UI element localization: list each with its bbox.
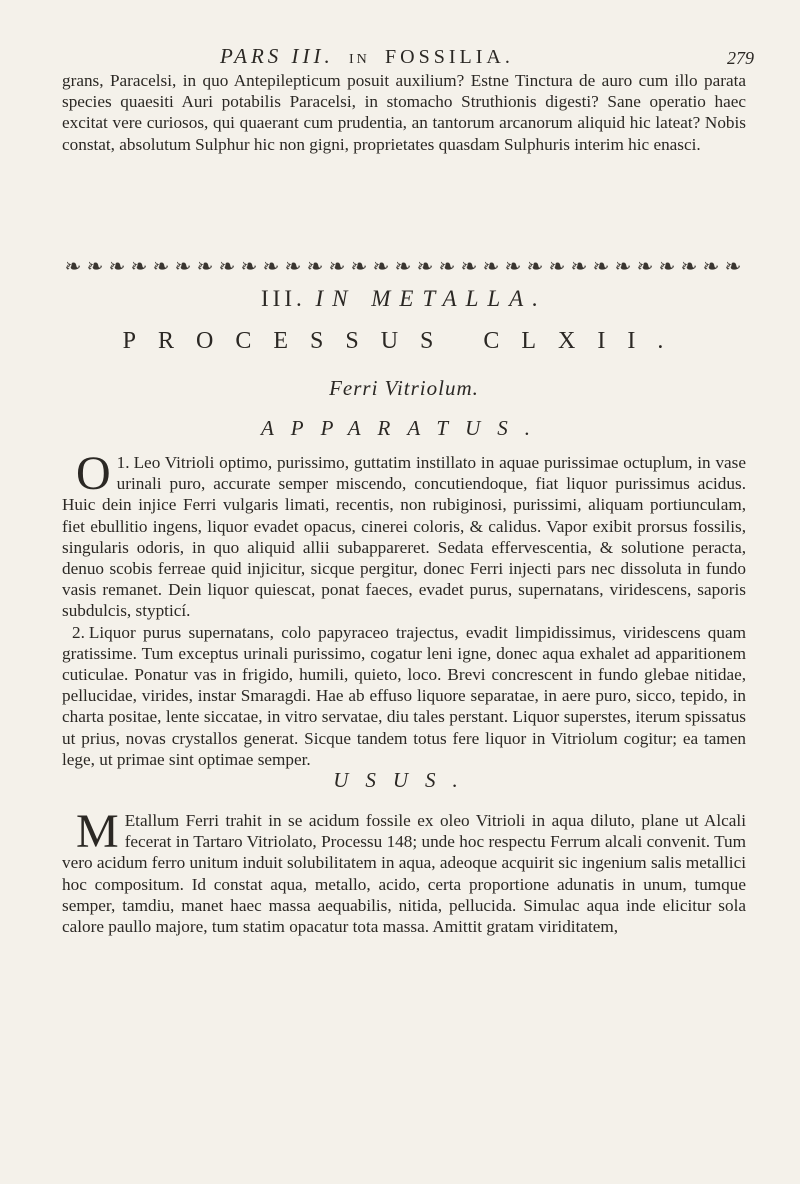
apparatus-heading: APPARATUS.: [260, 416, 548, 440]
ornament-glyph: ❧: [460, 256, 478, 276]
ornament-glyph: ❧: [328, 256, 346, 276]
ornament-glyph: ❧: [240, 256, 258, 276]
running-head-in: IN: [349, 52, 370, 67]
ornament-glyph: ❧: [614, 256, 632, 276]
ornament-glyph: ❧: [680, 256, 698, 276]
ornament-glyph: ❧: [174, 256, 192, 276]
ornament-glyph: ❧: [218, 256, 236, 276]
part-numeral: III.: [261, 286, 306, 311]
ornament-glyph: ❧: [658, 256, 676, 276]
running-head-fossilia: FOSSILIA.: [385, 46, 514, 68]
ornament-glyph: ❧: [196, 256, 214, 276]
ornament-glyph: ❧: [152, 256, 170, 276]
ornament-glyph: ❧: [130, 256, 148, 276]
ornament-glyph: ❧: [482, 256, 500, 276]
ornament-glyph: ❧: [724, 256, 742, 276]
ornament-glyph: ❧: [592, 256, 610, 276]
apparatus-paragraph-2: [62, 622, 746, 770]
apparatus-paragraph-1: [62, 447, 746, 622]
intro-paragraph: grans, Paracelsi, in quo Antepilepticum posuit auxilium? Estne Tinctura de auro cum illo parata species quaesiti Auri potabilis Paracelsi, in stomacho Struthionis digesti? Sane operatio haec excitat vere curiosos, qui quaerant cum prudentia, an tantorum arcanorum aliquid hic lateat? Nobis constat, absolutum Sulphur hic non gigni, proprietates quasdam Sulphuris interim hic enasci.: [62, 71, 746, 154]
ornament-glyph: ❧: [636, 256, 654, 276]
apparatus-section: [62, 447, 746, 770]
paragraph-text: Leo Vitrioli optimo, purissimo, guttatim instillato in aquae purissimae octuplum, in vase urinali puro, accurate semper miscendo, concutiendoque, fiat liquor purissimus acidus. Huic dein injice Ferri vulgaris limati, recentis, non rubiginosi, purissimi, aliquam portiunculam, fiet ebullitio ingens, liquor evadet opacus, cinerei coloris, & calidus. Vapor exibit prorsus fossilis, singularis odoris, in quo aliquid allii subappareret. Sedata effervescentia, & solutione peracta, denuo scobis ferreae quid injicitur, sicque pergitur, donec Ferri injecti pars nec dissoluta in fundo vasis remanet. Dein liquor quiescat, ponat faeces, evadet purus, supernatans, viridescens, saporis subdulcis, stypticí.: [62, 453, 746, 621]
ornament-glyph: ❧: [570, 256, 588, 276]
running-head-title: [220, 44, 514, 69]
ornament-glyph: ❧: [86, 256, 104, 276]
ornament-glyph: ❧: [350, 256, 368, 276]
ornament-glyph: ❧: [284, 256, 302, 276]
usus-heading: USUS.: [333, 768, 475, 792]
part-heading: [62, 286, 746, 312]
part-title: IN METALLA.: [315, 286, 547, 311]
ornament-glyph: ❧: [64, 256, 82, 276]
processus-heading: PROCESSUS CLXII.: [122, 328, 686, 354]
ornament-glyph: ❧: [416, 256, 434, 276]
paragraph-number: 2.: [72, 622, 85, 642]
ornament-glyph: ❧: [306, 256, 324, 276]
running-head-part: PARS III.: [220, 44, 334, 68]
ornament-glyph: ❧: [372, 256, 390, 276]
usus-section: [62, 805, 746, 937]
paragraph-text: Etallum Ferri trahit in se acidum fossile ex oleo Vitrioli in aqua diluto, plane ut Alcali fecerat in Tartaro Vitriolato, Processu 148; unde hoc respectu Ferrum alcali convenit. Tum vero acidum ferro unitum induit solubilitatem in aqua, adeoque acquirit sic ingenium salis metallici hoc compositum. Id constat aqua, metallo, acido, certa proportione adunatis in unum, tumque semper, tamdiu, manet haec massa aequabilis, nitida, pellucida. Simulac aqua inde elicitur sola calore paullo majore, tum statim opacatur tota massa. Amittit gratam viriditatem,: [62, 811, 746, 937]
drop-capital: O: [76, 447, 111, 500]
ornament-glyph: ❧: [548, 256, 566, 276]
process-subtitle: Ferri Vitriolum.: [329, 376, 479, 400]
ornament-glyph: ❧: [526, 256, 544, 276]
ornament-glyph: ❧: [262, 256, 280, 276]
ornament-glyph: ❧: [438, 256, 456, 276]
ornament-glyph: ❧: [702, 256, 720, 276]
paragraph-text: Liquor purus supernatans, colo papyraceo trajectus, evadit limpidissimus, viridescens quam gratissime. Tum exceptus urinali purissimo, cogatur leni igne, donec aqua exhalet ad apparitionem cuticulae. Ponatur vas in frigido, humili, quieto, loco. Brevi concrescent in fundo glebae nitidae, pellucidae, virides, instar Smaragdi. Hae ab effuso liquore separatae, in aere puro, sicco, tepido, in charta positae, lente siccatae, in vitro servatae, diu tales perstant. Liquor superstes, iterum spissatus ut prius, novas crystallos generat. Sicque tandem totus fere liquor in Vitriolum cogitur; ea tamen lege, ut primae sint optimae semper.: [62, 622, 746, 769]
ornament-glyph: ❧: [108, 256, 126, 276]
paragraph-number: 1.: [116, 453, 130, 472]
ornamental-rule: [62, 254, 746, 276]
ornament-glyph: ❧: [394, 256, 412, 276]
usus-paragraph: [62, 805, 746, 937]
ornament-glyph: ❧: [504, 256, 522, 276]
drop-capital: M: [76, 805, 119, 858]
page-number: 279: [727, 48, 754, 68]
